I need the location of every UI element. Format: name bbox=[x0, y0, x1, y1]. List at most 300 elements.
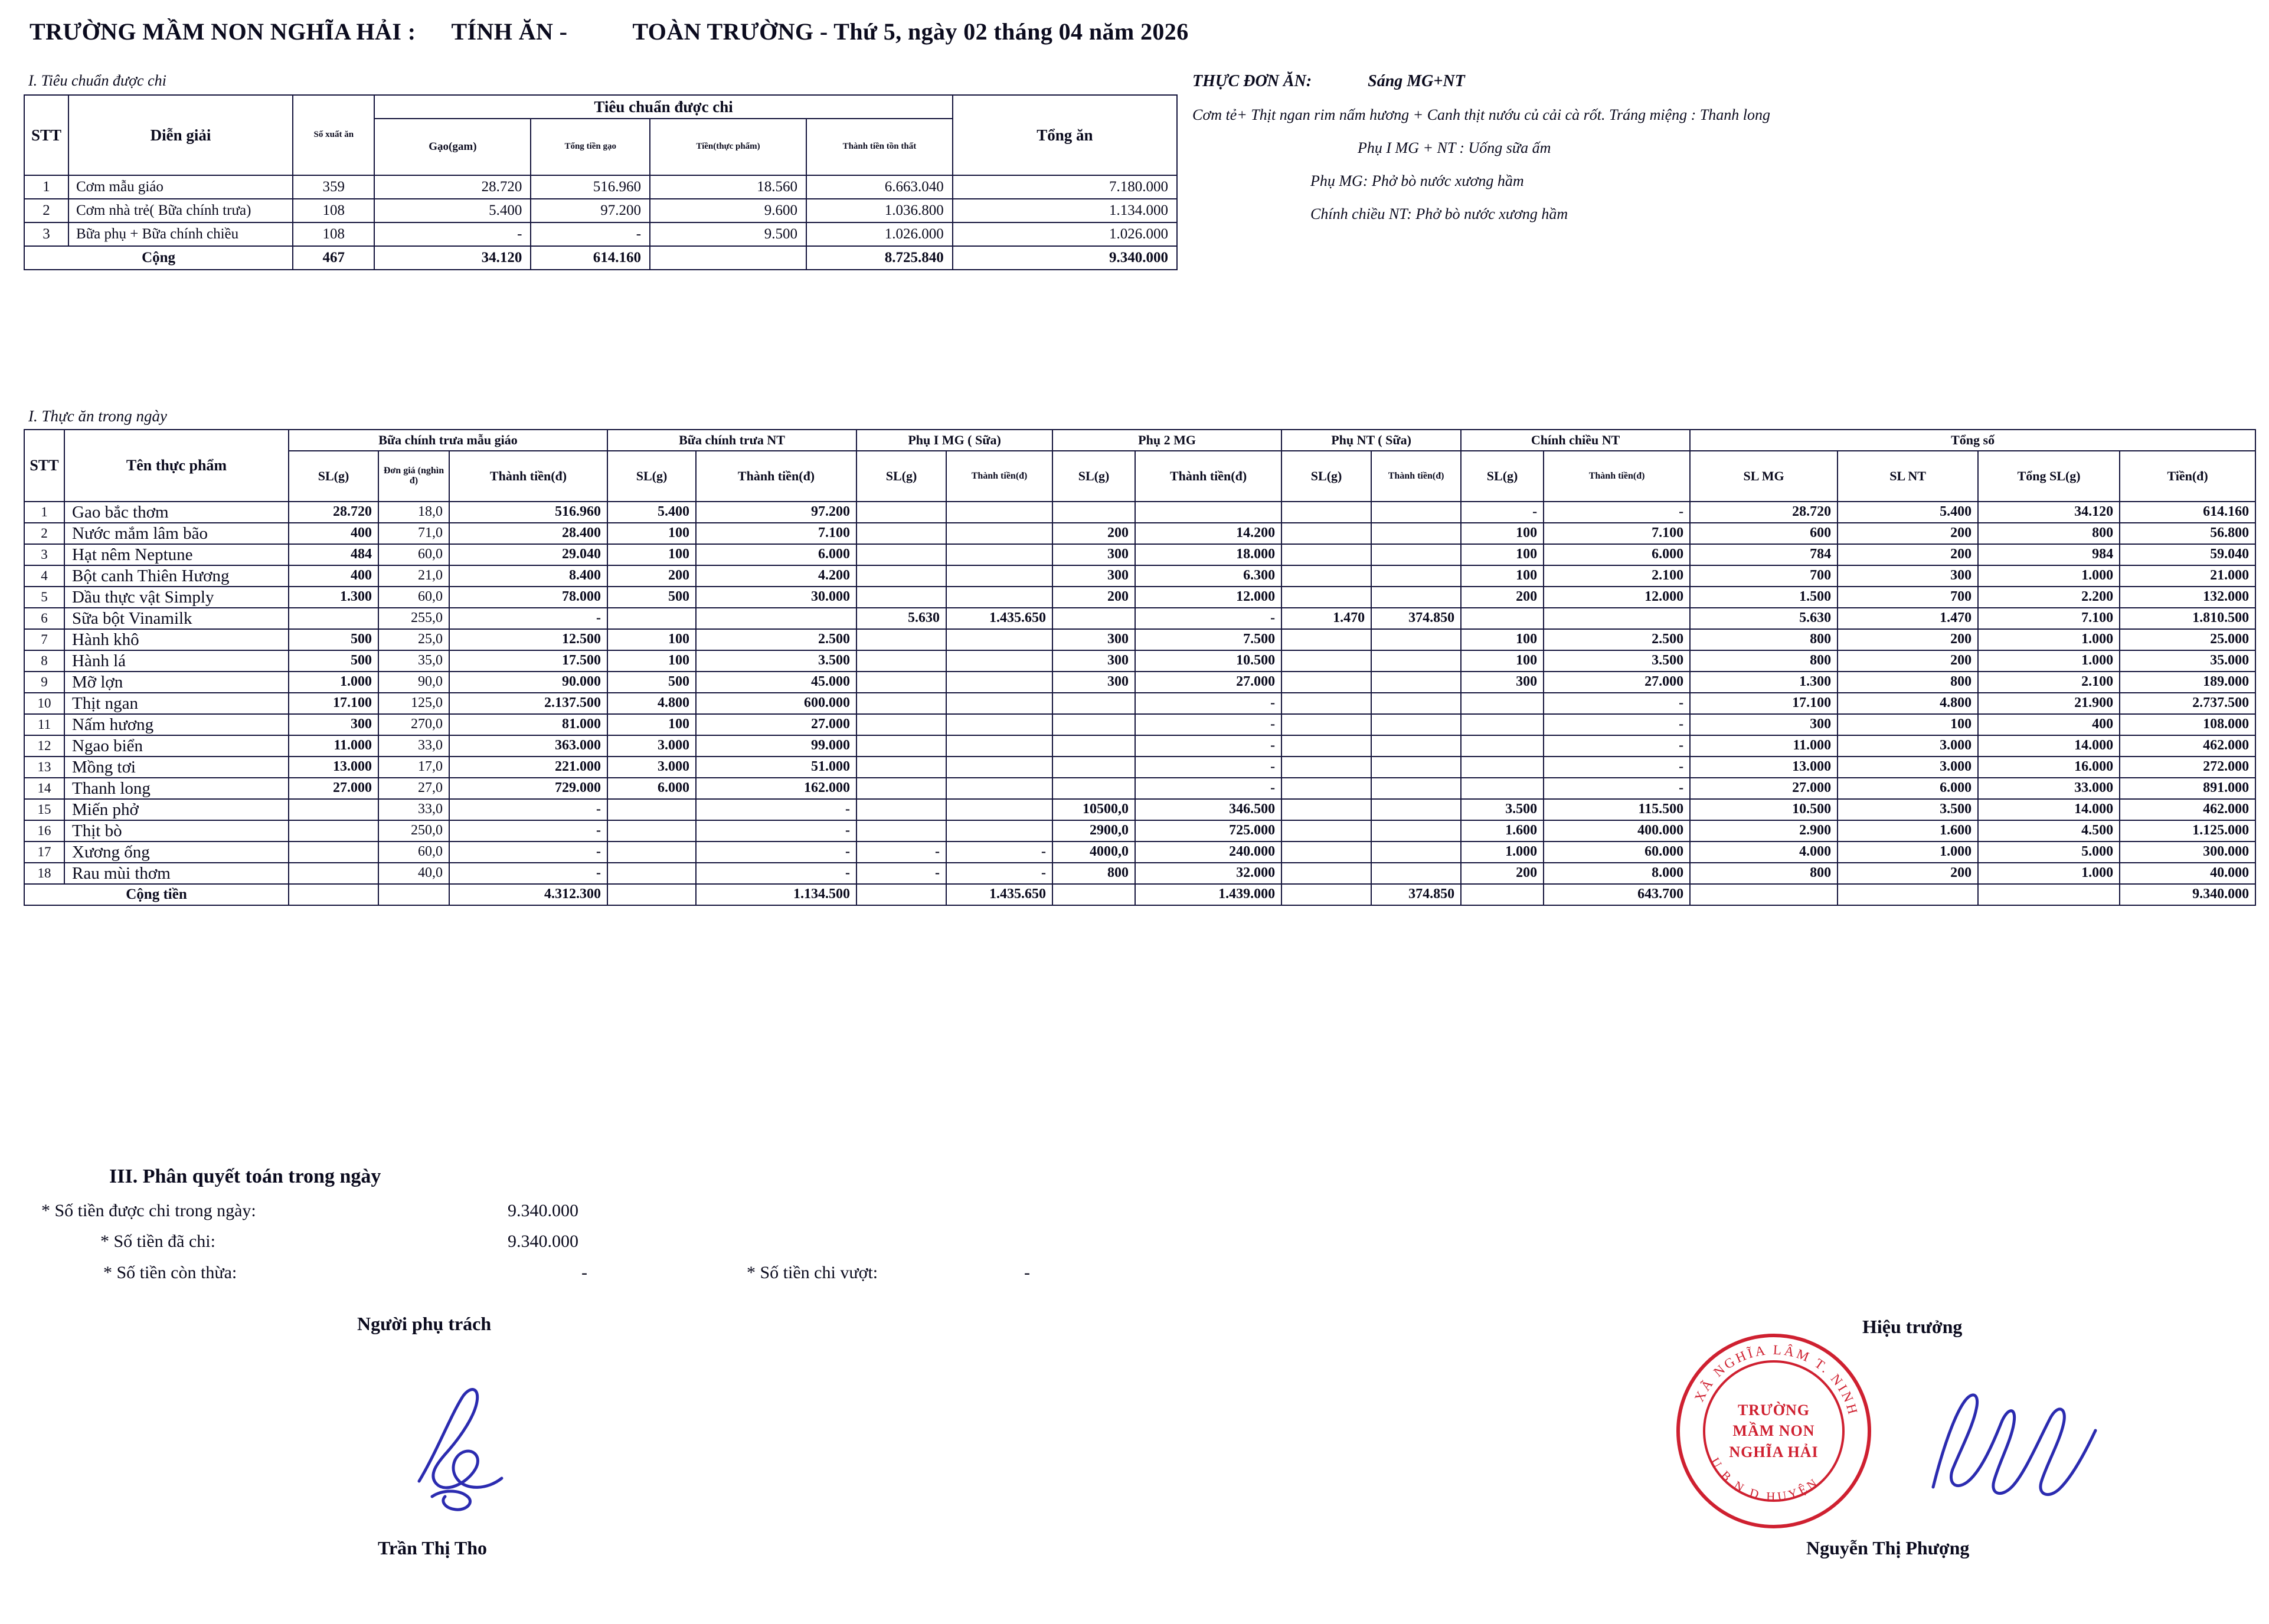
th-so-xuat-an: Số xuất ăn bbox=[293, 95, 374, 175]
cell-stt: 15 bbox=[24, 799, 64, 820]
cell-sl6: - bbox=[1461, 502, 1544, 523]
cell-slmg: 300 bbox=[1690, 714, 1838, 735]
cell-sl4 bbox=[1052, 608, 1135, 629]
table-row bbox=[24, 735, 2255, 757]
cell-tt6: 2.100 bbox=[1544, 565, 1690, 587]
cell-total-tien-tp bbox=[650, 246, 806, 270]
cell-sl5 bbox=[1281, 502, 1371, 523]
cell-stt: 8 bbox=[24, 650, 64, 672]
cell-sl3: - bbox=[856, 842, 946, 863]
cell-thanh-tien: 1.026.000 bbox=[806, 222, 953, 246]
cell-tt4: 240.000 bbox=[1135, 842, 1281, 863]
cell-tt6: 400.000 bbox=[1544, 820, 1690, 842]
cell-tt5 bbox=[1371, 544, 1461, 565]
cell-tt5 bbox=[1371, 757, 1461, 778]
th-sl-nt: SL NT bbox=[1838, 451, 1978, 502]
cell-slnt: 200 bbox=[1838, 523, 1978, 544]
menu-title-session: Sáng MG+NT bbox=[1368, 72, 1465, 90]
cell-total-tt1: 4.312.300 bbox=[449, 884, 607, 905]
cell-ten: Thịt ngan bbox=[64, 693, 289, 714]
cell-stt: 2 bbox=[24, 523, 64, 544]
cell-stt: 7 bbox=[24, 629, 64, 650]
cell-sl5 bbox=[1281, 523, 1371, 544]
cell-slnt: 100 bbox=[1838, 714, 1978, 735]
cell-ten: Miến phở bbox=[64, 799, 289, 820]
cell-sl6: 200 bbox=[1461, 587, 1544, 608]
table-row bbox=[24, 587, 2255, 608]
cell-dg: 90,0 bbox=[378, 672, 449, 693]
cell-sl2: 500 bbox=[607, 587, 696, 608]
cell-tt5 bbox=[1371, 523, 1461, 544]
cell-tt4: - bbox=[1135, 693, 1281, 714]
cell-tt4: - bbox=[1135, 608, 1281, 629]
cell-so-xuat: 359 bbox=[293, 175, 374, 199]
cell-sl5 bbox=[1281, 757, 1371, 778]
cell-sl6: 1.600 bbox=[1461, 820, 1544, 842]
cell-ten: Hạt nêm Neptune bbox=[64, 544, 289, 565]
cell-tien: 1.125.000 bbox=[2120, 820, 2255, 842]
cell-tt3 bbox=[946, 693, 1052, 714]
cell-tt3 bbox=[946, 799, 1052, 820]
th-stt: STT bbox=[24, 430, 64, 502]
cell-stt: 1 bbox=[24, 175, 68, 199]
cell-sl4 bbox=[1052, 778, 1135, 799]
cell-sl6: 1.000 bbox=[1461, 842, 1544, 863]
cell-total-tt3: 1.435.650 bbox=[946, 884, 1052, 905]
cell-so-xuat: 108 bbox=[293, 199, 374, 222]
cell-sl1: 500 bbox=[289, 650, 378, 672]
table-row bbox=[24, 544, 2255, 565]
cell-dg: 71,0 bbox=[378, 523, 449, 544]
cell-sl1 bbox=[289, 799, 378, 820]
cell-sl3 bbox=[856, 799, 946, 820]
cell-tsl: 7.100 bbox=[1978, 608, 2120, 629]
cell-ten: Dầu thực vật Simply bbox=[64, 587, 289, 608]
cell-ten: Ngao biển bbox=[64, 735, 289, 757]
cell-slnt: 3.500 bbox=[1838, 799, 1978, 820]
cell-tt6 bbox=[1544, 608, 1690, 629]
cell-total-label: Cộng bbox=[24, 246, 293, 270]
cell-dien-giai: Cơm mẫu giáo bbox=[68, 175, 293, 199]
menu-block bbox=[1192, 72, 2231, 223]
cell-sl5 bbox=[1281, 842, 1371, 863]
cell-slnt: 200 bbox=[1838, 629, 1978, 650]
cell-slmg: 800 bbox=[1690, 863, 1838, 884]
menu-title-label: THỰC ĐƠN ĂN: bbox=[1192, 72, 1312, 90]
cell-tt5 bbox=[1371, 842, 1461, 863]
cell-sl1: 1.000 bbox=[289, 672, 378, 693]
cell-sl6 bbox=[1461, 757, 1544, 778]
cell-tien: 108.000 bbox=[2120, 714, 2255, 735]
th-group-phu-nt: Phụ NT ( Sữa) bbox=[1281, 430, 1461, 451]
cell-tien: 462.000 bbox=[2120, 735, 2255, 757]
menu-title bbox=[1192, 72, 2231, 91]
cell-total-gao: 34.120 bbox=[374, 246, 531, 270]
cell-sl3 bbox=[856, 778, 946, 799]
cell-tien: 40.000 bbox=[2120, 863, 2255, 884]
cell-tien: 1.810.500 bbox=[2120, 608, 2255, 629]
cell-tsl: 5.000 bbox=[1978, 842, 2120, 863]
cell-stt: 16 bbox=[24, 820, 64, 842]
cell-tt6: 8.000 bbox=[1544, 863, 1690, 884]
cell-tsl: 14.000 bbox=[1978, 735, 2120, 757]
th-tong-tien-gao: Tổng tiền gạo bbox=[531, 119, 650, 175]
cell-tt5 bbox=[1371, 735, 1461, 757]
table-row bbox=[24, 820, 2255, 842]
cell-sl3 bbox=[856, 502, 946, 523]
th-group-tong-so: Tổng số bbox=[1690, 430, 2255, 451]
cell-slnt: 200 bbox=[1838, 544, 1978, 565]
cell-tt6: 115.500 bbox=[1544, 799, 1690, 820]
table-row bbox=[24, 863, 2255, 884]
cell-tt2: - bbox=[696, 863, 856, 884]
cell-sl1 bbox=[289, 608, 378, 629]
cell-ten: Bột canh Thiên Hương bbox=[64, 565, 289, 587]
table-row bbox=[24, 799, 2255, 820]
cell-tt2: - bbox=[696, 799, 856, 820]
cell-sl3 bbox=[856, 757, 946, 778]
cell-tt5 bbox=[1371, 650, 1461, 672]
th-sl-4: SL(g) bbox=[1052, 451, 1135, 502]
cell-tt2: 4.200 bbox=[696, 565, 856, 587]
cell-slmg: 4.000 bbox=[1690, 842, 1838, 863]
cell-stt: 18 bbox=[24, 863, 64, 884]
cell-sl1: 300 bbox=[289, 714, 378, 735]
th-group-bua-chinh-trua-nt: Bữa chính trưa NT bbox=[607, 430, 856, 451]
cell-tt1: - bbox=[449, 608, 607, 629]
cell-tt5: 374.850 bbox=[1371, 608, 1461, 629]
cell-sl4: 10500,0 bbox=[1052, 799, 1135, 820]
cell-dg: 27,0 bbox=[378, 778, 449, 799]
cell-sl4: 4000,0 bbox=[1052, 842, 1135, 863]
cell-tt4: 14.200 bbox=[1135, 523, 1281, 544]
amount-over-line bbox=[747, 1263, 1030, 1283]
cell-gao: 28.720 bbox=[374, 175, 531, 199]
cell-sl1 bbox=[289, 863, 378, 884]
cell-tt3 bbox=[946, 714, 1052, 735]
cell-dg: 60,0 bbox=[378, 587, 449, 608]
cell-slmg: 800 bbox=[1690, 650, 1838, 672]
table-row bbox=[24, 629, 2255, 650]
table-row bbox=[24, 175, 1177, 199]
cell-sl6 bbox=[1461, 714, 1544, 735]
signature-left-scribble bbox=[401, 1381, 537, 1523]
cell-tt3 bbox=[946, 820, 1052, 842]
cell-tt2: - bbox=[696, 820, 856, 842]
table-header-row bbox=[24, 95, 1177, 119]
cell-sl5 bbox=[1281, 778, 1371, 799]
cell-slmg: 1.300 bbox=[1690, 672, 1838, 693]
cell-sl4: 300 bbox=[1052, 629, 1135, 650]
amount-spent-line bbox=[100, 1232, 578, 1252]
th-group-phu-2-mg: Phụ 2 MG bbox=[1052, 430, 1281, 451]
cell-tt3 bbox=[946, 778, 1052, 799]
th-sl-mg: SL MG bbox=[1690, 451, 1838, 502]
cell-tt6: - bbox=[1544, 714, 1690, 735]
cell-tsl: 1.000 bbox=[1978, 629, 2120, 650]
cell-sl1: 400 bbox=[289, 565, 378, 587]
stamp-line-2: MẦM NON bbox=[1732, 1422, 1815, 1440]
cell-tien: 2.737.500 bbox=[2120, 693, 2255, 714]
cell-thanh-tien: 6.663.040 bbox=[806, 175, 953, 199]
cell-stt: 9 bbox=[24, 672, 64, 693]
cell-slmg: 5.630 bbox=[1690, 608, 1838, 629]
title-school: TRƯỜNG MẦM NON NGHĨA HẢI : bbox=[30, 18, 416, 45]
cell-sl6: 100 bbox=[1461, 629, 1544, 650]
cell-tt4: - bbox=[1135, 778, 1281, 799]
cell-sl4: 200 bbox=[1052, 523, 1135, 544]
cell-tsl: 21.900 bbox=[1978, 693, 2120, 714]
cell-slmg: 800 bbox=[1690, 629, 1838, 650]
cell-total-tong-an: 9.340.000 bbox=[953, 246, 1177, 270]
cell-sl3 bbox=[856, 714, 946, 735]
cell-sl1: 11.000 bbox=[289, 735, 378, 757]
cell-tt2: 162.000 bbox=[696, 778, 856, 799]
cell-sl2: 100 bbox=[607, 523, 696, 544]
cell-sl1: 13.000 bbox=[289, 757, 378, 778]
cell-sl1: 400 bbox=[289, 523, 378, 544]
cell-slnt: 4.800 bbox=[1838, 693, 1978, 714]
table-row bbox=[24, 650, 2255, 672]
cell-tt5 bbox=[1371, 693, 1461, 714]
cell-sl3 bbox=[856, 629, 946, 650]
cell-sl4: 200 bbox=[1052, 587, 1135, 608]
cell-sl6: 100 bbox=[1461, 565, 1544, 587]
cell-stt: 13 bbox=[24, 757, 64, 778]
cell-sl3 bbox=[856, 650, 946, 672]
table-row bbox=[24, 693, 2255, 714]
svg-text:U.B.N.D HUYỆN: U.B.N.D HUYỆN bbox=[1708, 1455, 1822, 1504]
cell-sl1 bbox=[289, 842, 378, 863]
cell-tt1: 29.040 bbox=[449, 544, 607, 565]
cell-slnt: 1.000 bbox=[1838, 842, 1978, 863]
cell-sl2: 100 bbox=[607, 650, 696, 672]
cell-stt: 5 bbox=[24, 587, 64, 608]
cell-sl4: 300 bbox=[1052, 565, 1135, 587]
cell-sl4 bbox=[1052, 502, 1135, 523]
cell-sl2 bbox=[607, 799, 696, 820]
cell-ten: Hành khô bbox=[64, 629, 289, 650]
cell-sl4: 2900,0 bbox=[1052, 820, 1135, 842]
cell-tt5 bbox=[1371, 863, 1461, 884]
cell-tsl: 14.000 bbox=[1978, 799, 2120, 820]
cell-sl2: 100 bbox=[607, 714, 696, 735]
cell-tt6: 27.000 bbox=[1544, 672, 1690, 693]
table-row bbox=[24, 842, 2255, 863]
cell-tt5 bbox=[1371, 799, 1461, 820]
cell-dg: 60,0 bbox=[378, 842, 449, 863]
cell-tien: 189.000 bbox=[2120, 672, 2255, 693]
table-total-row bbox=[24, 884, 2255, 905]
cell-tt3 bbox=[946, 523, 1052, 544]
cell-sl2: 6.000 bbox=[607, 778, 696, 799]
cell-slnt: 1.470 bbox=[1838, 608, 1978, 629]
th-thanh-tien-1: Thành tiền(đ) bbox=[449, 451, 607, 502]
title-date: TOÀN TRƯỜNG - Thứ 5, ngày 02 tháng 04 năm 2026 bbox=[632, 18, 1189, 45]
cell-sl1: 17.100 bbox=[289, 693, 378, 714]
cell-tt3 bbox=[946, 757, 1052, 778]
cell-tt1: 2.137.500 bbox=[449, 693, 607, 714]
cell-sl4: 300 bbox=[1052, 650, 1135, 672]
section-1-label: I. Tiêu chuẩn được chi bbox=[28, 72, 166, 89]
cell-dg: 60,0 bbox=[378, 544, 449, 565]
cell-sl6: 200 bbox=[1461, 863, 1544, 884]
th-thanh-tien-5: Thành tiền(đ) bbox=[1371, 451, 1461, 502]
cell-tt4: 27.000 bbox=[1135, 672, 1281, 693]
cell-sl5: 1.470 bbox=[1281, 608, 1371, 629]
cell-tt1: - bbox=[449, 820, 607, 842]
cell-sl6 bbox=[1461, 778, 1544, 799]
daily-food-table bbox=[24, 429, 2256, 906]
table-row bbox=[24, 502, 2255, 523]
th-group-chinh-chieu-nt: Chính chiều NT bbox=[1461, 430, 1690, 451]
cell-total-tt2: 1.134.500 bbox=[696, 884, 856, 905]
amount-over-value: - bbox=[1024, 1263, 1030, 1282]
table-row bbox=[24, 565, 2255, 587]
th-tieu-chuan: Tiêu chuẩn được chi bbox=[374, 95, 952, 119]
cell-sl2: 100 bbox=[607, 544, 696, 565]
cell-sl5 bbox=[1281, 799, 1371, 820]
cell-sl3 bbox=[856, 523, 946, 544]
cell-tien: 59.040 bbox=[2120, 544, 2255, 565]
title-mid: TÍNH ĂN - bbox=[451, 18, 568, 45]
cell-tsl: 34.120 bbox=[1978, 502, 2120, 523]
cell-tt4: - bbox=[1135, 735, 1281, 757]
cell-tt4: - bbox=[1135, 714, 1281, 735]
cell-tt1: 221.000 bbox=[449, 757, 607, 778]
cell-sl4: 300 bbox=[1052, 672, 1135, 693]
amount-spent-value: 9.340.000 bbox=[508, 1232, 578, 1251]
cell-stt: 4 bbox=[24, 565, 64, 587]
amount-allowed-label: * Số tiền được chi trong ngày: bbox=[41, 1201, 256, 1220]
cell-tt4: 32.000 bbox=[1135, 863, 1281, 884]
cell-slmg: 10.500 bbox=[1690, 799, 1838, 820]
cell-tong-tien-gao: 97.200 bbox=[531, 199, 650, 222]
cell-slmg: 1.500 bbox=[1690, 587, 1838, 608]
cell-tsl: 16.000 bbox=[1978, 757, 2120, 778]
cell-sl5 bbox=[1281, 863, 1371, 884]
cell-tt3 bbox=[946, 672, 1052, 693]
amount-remaining-value: - bbox=[581, 1263, 587, 1282]
th-tong-sl: Tổng SL(g) bbox=[1978, 451, 2120, 502]
cell-ten: Sữa bột Vinamilk bbox=[64, 608, 289, 629]
cell-tien: 891.000 bbox=[2120, 778, 2255, 799]
cell-sl2 bbox=[607, 842, 696, 863]
cell-sl1: 27.000 bbox=[289, 778, 378, 799]
cell-sl2: 3.000 bbox=[607, 757, 696, 778]
cell-tsl: 984 bbox=[1978, 544, 2120, 565]
cell-sl2: 500 bbox=[607, 672, 696, 693]
th-ten-thuc-pham: Tên thực phẩm bbox=[64, 430, 289, 502]
cell-sl4 bbox=[1052, 757, 1135, 778]
cell-tien-tp: 18.560 bbox=[650, 175, 806, 199]
cell-tt2: 600.000 bbox=[696, 693, 856, 714]
cell-sl2 bbox=[607, 820, 696, 842]
cell-tt1: 28.400 bbox=[449, 523, 607, 544]
cell-sl5 bbox=[1281, 650, 1371, 672]
cell-slmg: 28.720 bbox=[1690, 502, 1838, 523]
cell-sl6 bbox=[1461, 608, 1544, 629]
cell-stt: 10 bbox=[24, 693, 64, 714]
cell-tt6: - bbox=[1544, 757, 1690, 778]
cell-ten: Nấm hương bbox=[64, 714, 289, 735]
standard-allowance-table bbox=[24, 94, 1178, 270]
section-3-title: III. Phân quyết toán trong ngày bbox=[109, 1165, 381, 1187]
signature-right-title: Hiệu trưởng bbox=[1862, 1316, 1963, 1337]
cell-slmg: 13.000 bbox=[1690, 757, 1838, 778]
th-thanh-tien-4: Thành tiền(đ) bbox=[1135, 451, 1281, 502]
amount-allowed-value: 9.340.000 bbox=[508, 1201, 578, 1220]
amount-spent-label: * Số tiền đã chi: bbox=[100, 1232, 215, 1251]
section-2-label: I. Thực ăn trong ngày bbox=[28, 407, 167, 425]
cell-dg: 25,0 bbox=[378, 629, 449, 650]
cell-tt6: 60.000 bbox=[1544, 842, 1690, 863]
th-sl-1: SL(g) bbox=[289, 451, 378, 502]
th-dien-giai: Diễn giải bbox=[68, 95, 293, 175]
cell-dg: 125,0 bbox=[378, 693, 449, 714]
cell-sl4 bbox=[1052, 693, 1135, 714]
cell-sl6: 100 bbox=[1461, 544, 1544, 565]
cell-sl3 bbox=[856, 587, 946, 608]
cell-ten: Xương ống bbox=[64, 842, 289, 863]
cell-tt6: 12.000 bbox=[1544, 587, 1690, 608]
cell-slnt: 6.000 bbox=[1838, 778, 1978, 799]
table-row bbox=[24, 199, 1177, 222]
cell-tt4: 7.500 bbox=[1135, 629, 1281, 650]
table-row bbox=[24, 672, 2255, 693]
table-row bbox=[24, 523, 2255, 544]
cell-tsl: 2.200 bbox=[1978, 587, 2120, 608]
cell-slnt: 200 bbox=[1838, 863, 1978, 884]
amount-over-label: * Số tiền chi vượt: bbox=[747, 1263, 878, 1282]
cell-sl3 bbox=[856, 544, 946, 565]
cell-tt2: - bbox=[696, 842, 856, 863]
cell-tt3 bbox=[946, 565, 1052, 587]
cell-sl5 bbox=[1281, 693, 1371, 714]
cell-ten: Gao bắc thơm bbox=[64, 502, 289, 523]
th-sl-3: SL(g) bbox=[856, 451, 946, 502]
cell-ten: Hành lá bbox=[64, 650, 289, 672]
cell-ten: Mồng tơi bbox=[64, 757, 289, 778]
cell-tt5 bbox=[1371, 672, 1461, 693]
cell-tt3 bbox=[946, 544, 1052, 565]
cell-sl5 bbox=[1281, 820, 1371, 842]
cell-tt2: 99.000 bbox=[696, 735, 856, 757]
cell-tt1: 81.000 bbox=[449, 714, 607, 735]
amount-allowed-line bbox=[41, 1201, 578, 1221]
th-tong-an: Tổng ăn bbox=[953, 95, 1177, 175]
cell-tt2: 30.000 bbox=[696, 587, 856, 608]
cell-slnt: 3.000 bbox=[1838, 735, 1978, 757]
cell-tong-an: 7.180.000 bbox=[953, 175, 1177, 199]
cell-tien: 272.000 bbox=[2120, 757, 2255, 778]
cell-sl2: 3.000 bbox=[607, 735, 696, 757]
cell-sl5 bbox=[1281, 672, 1371, 693]
cell-stt: 3 bbox=[24, 544, 64, 565]
cell-tt5 bbox=[1371, 565, 1461, 587]
cell-tt1: 8.400 bbox=[449, 565, 607, 587]
cell-total-thanh-tien: 8.725.840 bbox=[806, 246, 953, 270]
cell-slmg: 2.900 bbox=[1690, 820, 1838, 842]
cell-tt6: - bbox=[1544, 778, 1690, 799]
cell-ten: Rau mùi thơm bbox=[64, 863, 289, 884]
table-row bbox=[24, 608, 2255, 629]
cell-slnt: 3.000 bbox=[1838, 757, 1978, 778]
cell-tt3 bbox=[946, 650, 1052, 672]
cell-tt4: 12.000 bbox=[1135, 587, 1281, 608]
cell-stt: 12 bbox=[24, 735, 64, 757]
cell-slnt: 300 bbox=[1838, 565, 1978, 587]
